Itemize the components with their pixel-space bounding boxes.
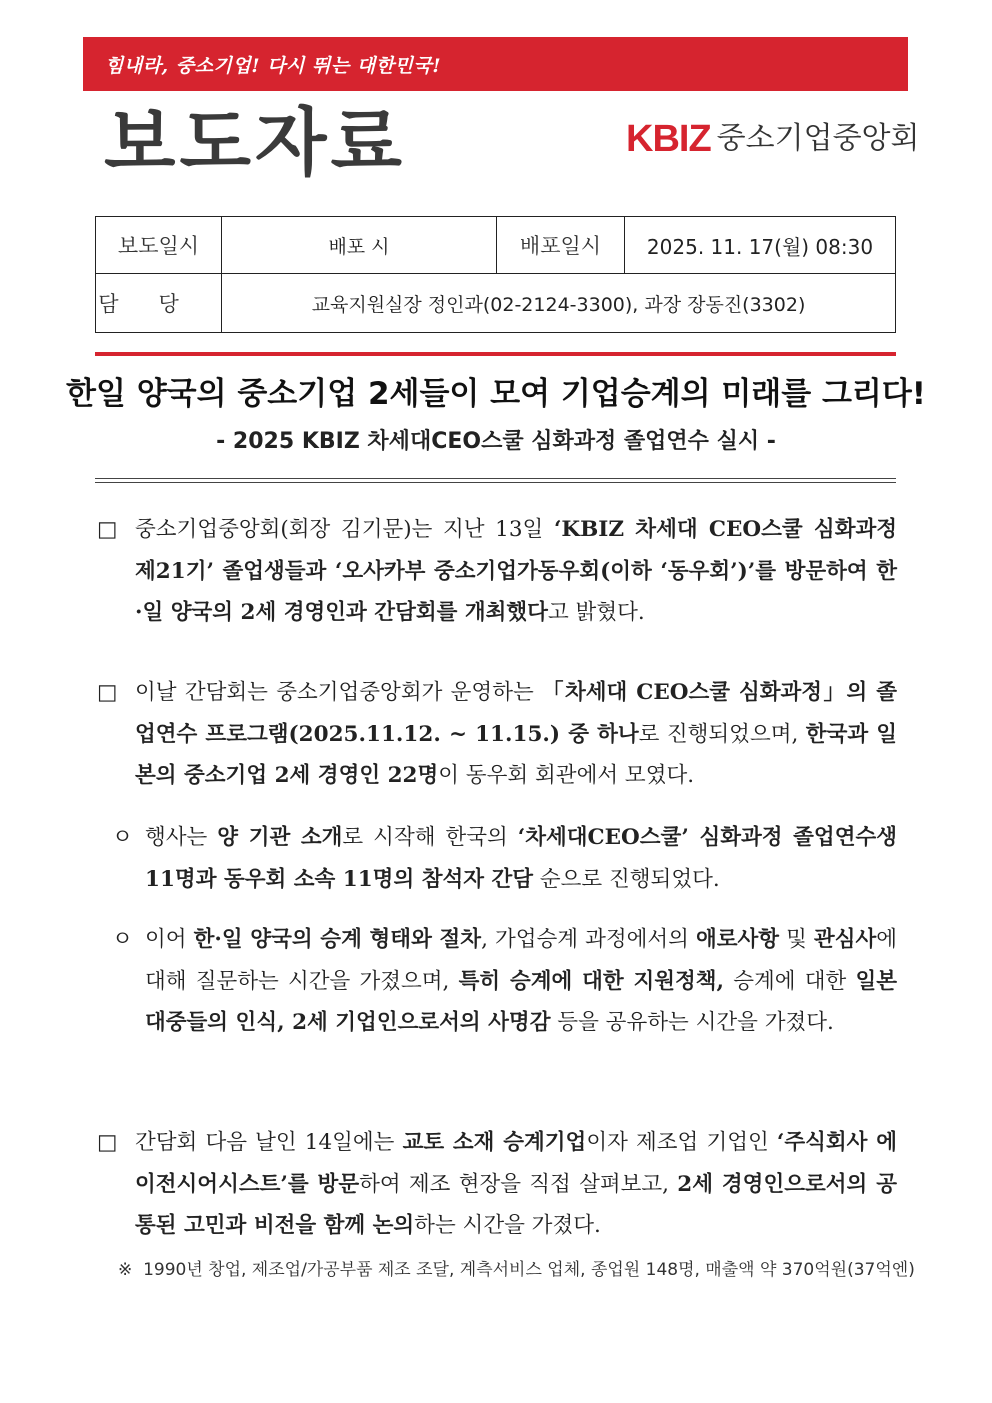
note-text: 1990년 창업, 제조업/가공부품 제조 조달, 계측서비스 업체, 종업원 148명, 매출액 약 370억원(37억엔) bbox=[143, 1260, 915, 1280]
logo-mark: KBIZ bbox=[626, 118, 711, 160]
p1-text-bold: ‘KBIZ 차세대 CEO스쿨 심화과정 제21기’ 졸업생들과 ‘오사카부 중소기업가동우회(이하 ‘동우회’)’를 방문하여 한·일 양국의 2세 경영인과 간담회를 개최했다 bbox=[135, 517, 898, 625]
banner-slogan: 힘내라, 중소기업! 다시 뛰는 대한민국! bbox=[105, 55, 442, 77]
release-label: 보도일시 bbox=[96, 217, 222, 274]
distribution-label: 배포일시 bbox=[497, 217, 625, 274]
double-rule-top bbox=[95, 478, 896, 479]
s2-text-k: 등을 공유하는 시간을 가졌다. bbox=[550, 1010, 834, 1035]
p2-text-c: 로 진행되었으며, bbox=[638, 721, 806, 747]
contact-value: 교육지원실장 정인과(02-2124-3300), 과장 장동진(3302) bbox=[222, 274, 896, 333]
s1-text-a: 행사는 bbox=[145, 825, 218, 850]
s2-text-g: 에 대해 질문하는 시간을 가졌으며, bbox=[145, 927, 898, 994]
p3-text-e: 하여 제조 현장을 직접 살펴보고, bbox=[359, 1171, 678, 1197]
paragraph-1-text bbox=[97, 509, 897, 634]
distribution-value: 2025. 11. 17(월) 08:30 bbox=[625, 217, 896, 274]
s1-text-e: 순으로 진행되었다. bbox=[533, 866, 720, 892]
paragraph-3 bbox=[97, 1122, 897, 1247]
red-divider bbox=[95, 352, 896, 356]
p2-text-e: 이 동우회 회관에서 모였다. bbox=[438, 763, 695, 788]
s1-text-bold-1: 양 기관 소개 bbox=[217, 825, 343, 850]
paragraph-2-text bbox=[97, 672, 897, 797]
p1-text-a: 중소기업중앙회(회장 김기문)는 지난 13일 bbox=[135, 517, 554, 542]
paragraph-1 bbox=[97, 509, 897, 634]
s2-text-i: 승계에 대한 bbox=[724, 968, 856, 994]
p2-text-bold-2: 한국과 일본의 중소기업 2세 경영인 22명 bbox=[135, 721, 897, 788]
circle-bullet: ㅇ bbox=[112, 825, 133, 850]
s1-text-c: 로 시작해 한국의 bbox=[342, 825, 518, 850]
s2-text-bold-5: 일본 대중들의 인식, 2세 기업인으로서의 사명감 bbox=[145, 968, 897, 1035]
s2-text-bold-3: 관심사 bbox=[813, 927, 877, 952]
p2-text-a: 이날 간담회는 중소기업중앙회가 운영하는 bbox=[135, 680, 543, 705]
sub-item-1 bbox=[112, 817, 897, 900]
s2-text-bold-1: 한·일 양국의 승계 형태와 절차 bbox=[193, 927, 482, 952]
double-rule-bottom bbox=[95, 482, 896, 483]
square-bullet: □ bbox=[97, 1130, 118, 1155]
sub-item-1-text bbox=[112, 817, 897, 900]
s1-text-bold-2: ‘차세대CEO스쿨’ 심화과정 졸업연수생 11명과 동우회 소속 11명의 참석자 간담 bbox=[145, 825, 897, 892]
release-value: 배포 시 bbox=[222, 217, 497, 274]
p3-text-bold-1: 교토 소재 승계기업 bbox=[402, 1130, 587, 1155]
s2-text-e: 및 bbox=[779, 927, 814, 952]
s2-text-a: 이어 bbox=[145, 927, 194, 952]
square-bullet: □ bbox=[97, 517, 118, 542]
p1-text-c: 고 밝혔다. bbox=[547, 600, 645, 625]
s2-text-c: , 가업승계 과정에서의 bbox=[481, 927, 696, 952]
paragraph-3-text bbox=[97, 1122, 897, 1247]
kbiz-logo bbox=[626, 117, 920, 161]
p3-text-c: 이자 제조업 기업인 bbox=[586, 1130, 777, 1155]
circle-bullet: ㅇ bbox=[112, 927, 133, 952]
footnote bbox=[118, 1255, 915, 1285]
square-bullet: □ bbox=[97, 680, 118, 705]
headline: 한일 양국의 중소기업 2세들이 모여 기업승계의 미래를 그리다! bbox=[66, 376, 926, 412]
page-title: 보도자료 bbox=[104, 100, 406, 186]
logo-name: 중소기업중앙회 bbox=[716, 121, 920, 156]
slogan-banner bbox=[83, 37, 908, 91]
contact-label: 담당 bbox=[96, 274, 222, 333]
p3-text-a: 간담회 다음 날인 14일에는 bbox=[135, 1130, 403, 1155]
p3-text-g: 하는 시간을 가졌다. bbox=[414, 1213, 601, 1238]
s2-text-bold-2: 애로사항 bbox=[695, 927, 780, 952]
sub-item-2-text bbox=[112, 919, 897, 1044]
s2-text-bold-4: 특히 승계에 대한 지원정책, bbox=[458, 968, 725, 994]
subheadline: - 2025 KBIZ 차세대CEO스쿨 심화과정 졸업연수 실시 - bbox=[216, 429, 776, 454]
release-info-table bbox=[95, 216, 896, 333]
sub-item-2 bbox=[112, 919, 897, 1044]
p3-text-bold-3: 2세 경영인으로서의 공통된 고민과 비전을 함께 논의 bbox=[135, 1171, 897, 1238]
p2-text-bold-1: 「차세대 CEO스쿨 심화과정」의 졸업연수 프로그램(2025.11.12. ~ 11.15.) 중 하나 bbox=[135, 680, 897, 747]
note-marker: ※ bbox=[118, 1260, 133, 1280]
p3-text-bold-2: ‘주식회사 에이전시어시스트’를 방문 bbox=[135, 1130, 898, 1197]
paragraph-2 bbox=[97, 672, 897, 797]
